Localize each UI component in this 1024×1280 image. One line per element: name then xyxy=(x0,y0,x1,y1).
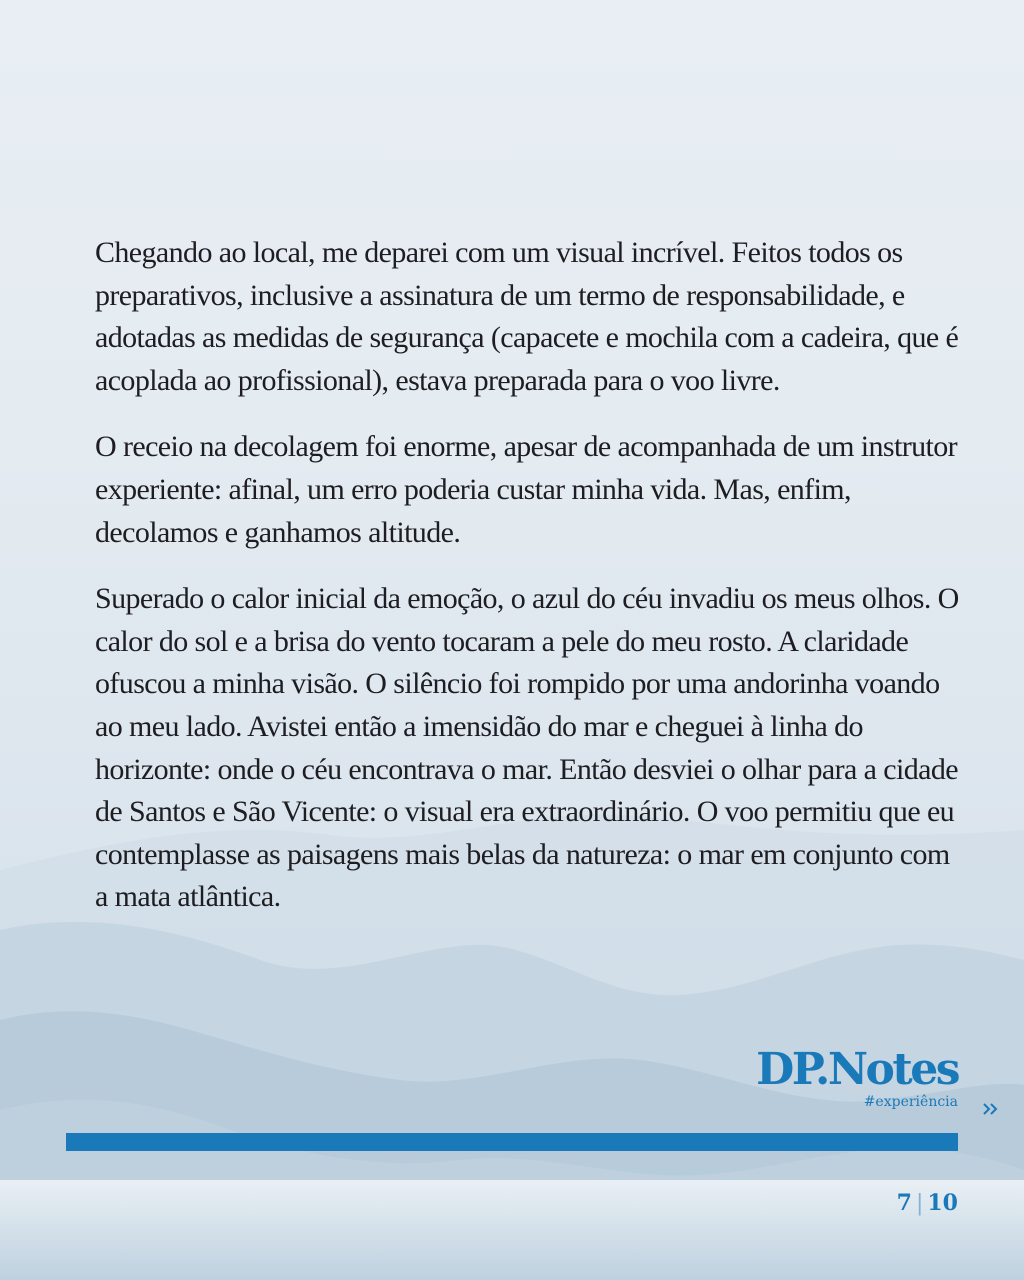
page-separator: | xyxy=(915,1191,924,1216)
page-indicator xyxy=(897,1190,958,1216)
accent-bar xyxy=(66,1133,958,1151)
paragraph: O receio na decolagem foi enorme, apesar de acompanhada de um instrutor experiente: afinal, um erro poderia custar minha vida. Mas, enfim, decolamos e ganhamos altitude. xyxy=(95,430,958,549)
brand-block xyxy=(756,1042,958,1110)
article-body xyxy=(95,232,965,943)
page-current: 7 xyxy=(896,1190,912,1216)
page-total: 10 xyxy=(927,1190,958,1216)
paragraph: Chegando ao local, me deparei com um visual incrível. Feitos todos os preparativos, inclusive a assinatura de um termo de responsabilidade, e adotadas as medidas de segurança (capacete e mochila com a cadeira, que é acoplada ao profissional), estava preparada para o voo livre. xyxy=(95,236,959,397)
brand-logo: DP.Notes xyxy=(756,1044,958,1095)
brand-hashtag: #experiência xyxy=(863,1094,958,1110)
paragraph: Superado o calor inicial da emoção, o azul do céu invadiu os meus olhos. O calor do sol e a brisa do vento tocaram a pele do meu rosto. A claridade ofuscou a minha visão. O silêncio foi rompido por uma andorinha voando ao meu lado. Avistei então a imensidão do mar e cheguei à linha do horizonte: onde o céu encontrava o mar. Então desviei o olhar para a cidade de Santos e São Vicente: o visual era extraordinário. O voo permitiu que eu contemplasse as paisagens mais belas da natureza: o mar em conjunto com a mata atlântica. xyxy=(95,582,959,914)
double-chevron-right-icon[interactable] xyxy=(982,1099,1000,1119)
